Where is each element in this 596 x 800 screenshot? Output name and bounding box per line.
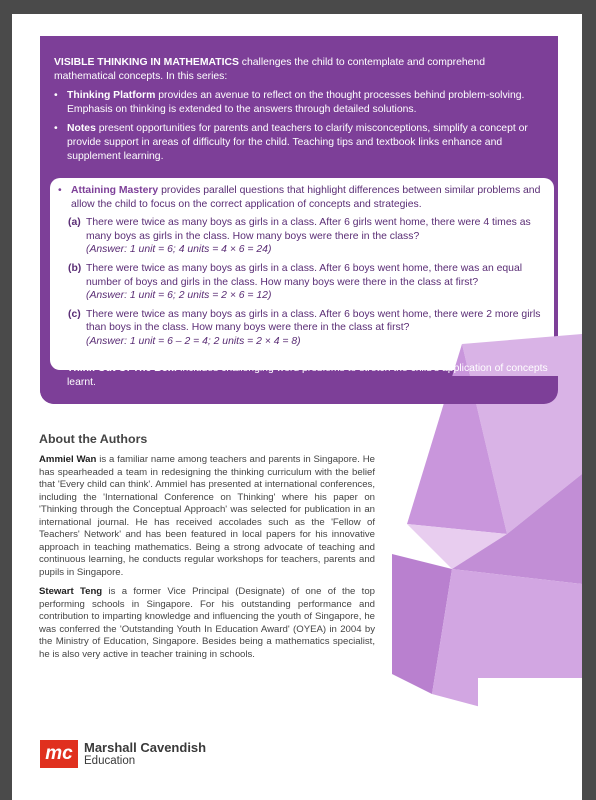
feature-title: Thinking Platform <box>67 90 156 102</box>
question-answer: (Answer: 1 unit = 6; 2 units = 2 × 6 = 12) <box>86 290 272 302</box>
feature-text: present opportunities for parents and teachers to clarify misconceptions, simplify a concept or provide support in areas of difficulty for the child. Teaching tips and textbook links enhance and supplement learning. <box>67 123 528 162</box>
question-text: There were twice as many boys as girls in a class. After 6 boys went home, there were 2 more girls than boys in the class. How many boys were there in the class at first? <box>86 308 541 334</box>
author-bio-text: is a familiar name among teachers and parents in Singapore. He has spearheaded a team in redesigning the thinking curriculum with the belief that 'Every child can think'. Ammiel has presented at international conferences, including the 'International Conference on Thinking' where his paper on 'Thinking through the Conceptual Approach' was selected for publication in an international journal. He has received accolades such as the 'Fellow of Teachers' Network' and has been featured in local papers for his innovative approach in teaching mathematics. Being a strong advocate of teaching and continuous learning, he conducts regular workshops for teachers, parents and pupils in Singapore. <box>39 454 375 578</box>
feature-attaining-mastery <box>58 184 554 211</box>
author-bio-stewart <box>39 586 375 661</box>
bullet-icon: • <box>54 90 58 102</box>
publisher-name: Marshall Cavendish <box>84 740 207 755</box>
feature-think-out-of-box-text <box>54 362 571 389</box>
question-label: (c) <box>68 308 81 320</box>
author-name: Ammiel Wan <box>39 454 97 465</box>
series-intro <box>54 56 534 83</box>
mc-logo-icon: mc <box>40 740 78 768</box>
question-answer: (Answer: 1 unit = 6; 4 units = 4 × 6 = 24) <box>86 244 272 256</box>
series-title: VISIBLE THINKING IN MATHEMATICS <box>54 57 239 68</box>
author-name: Stewart Teng <box>39 586 103 597</box>
question-label: (b) <box>68 262 82 274</box>
question-b <box>58 262 548 303</box>
series-intro-text: challenges the child to contemplate and comprehend mathematical concepts. In this series: <box>54 57 485 82</box>
author-bio-ammiel <box>39 454 375 579</box>
feature-title: Notes <box>67 123 96 135</box>
feature-title: Think Out Of The Box! <box>67 363 178 374</box>
feature-notes <box>54 122 555 163</box>
bullet-icon: • <box>54 123 58 135</box>
feature-title: Attaining Mastery <box>71 185 159 196</box>
question-text: There were twice as many boys as girls in a class. After 6 boys went home, there was an equal number of boys and girls in the class. How many boys were there in the class at first? <box>86 262 523 288</box>
publisher-division: Education <box>84 755 136 767</box>
about-authors-heading: About the Authors <box>39 432 148 446</box>
feature-text: includes challenging word problems to stretch the child's application of concepts learnt. <box>67 363 548 388</box>
feature-thinking-platform <box>54 89 555 116</box>
author-bio-text: is a former Vice Principal (Designate) of one of the top performing schools in Singapore. For his outstanding performance and contribution to imparting knowledge and influencing the youth of Singapore, he was conferred the 'Outstanding Youth In Education Award' (OYEA) in 2004 by the Ministry of Education, Singapore. Besides being a mathematics specialist, he is also very active in teacher training in schools. <box>39 586 376 660</box>
question-answer: (Answer: 1 unit = 6 – 2 = 4; 2 units = 2 × 4 = 8) <box>86 335 301 347</box>
bullet-icon: • <box>54 363 58 374</box>
barcode-area <box>478 678 582 764</box>
feature-text: provides an avenue to reflect on the thought processes behind problem-solving. Emphasis on thinking is extended to the answers through detailed solutions. <box>67 90 525 115</box>
bullet-icon: • <box>58 185 62 196</box>
back-cover <box>12 14 582 800</box>
feature-text: provides parallel questions that highlight differences between similar problems and allow the child to focus on the correct application of concepts and strategies. <box>71 185 541 210</box>
question-label: (a) <box>68 217 81 229</box>
question-text: There were twice as many boys as girls in a class. After 6 girls went home, there were 4 times as many boys as girls in the class. How many boys were there in the class? <box>86 217 531 242</box>
question-a <box>58 216 548 257</box>
